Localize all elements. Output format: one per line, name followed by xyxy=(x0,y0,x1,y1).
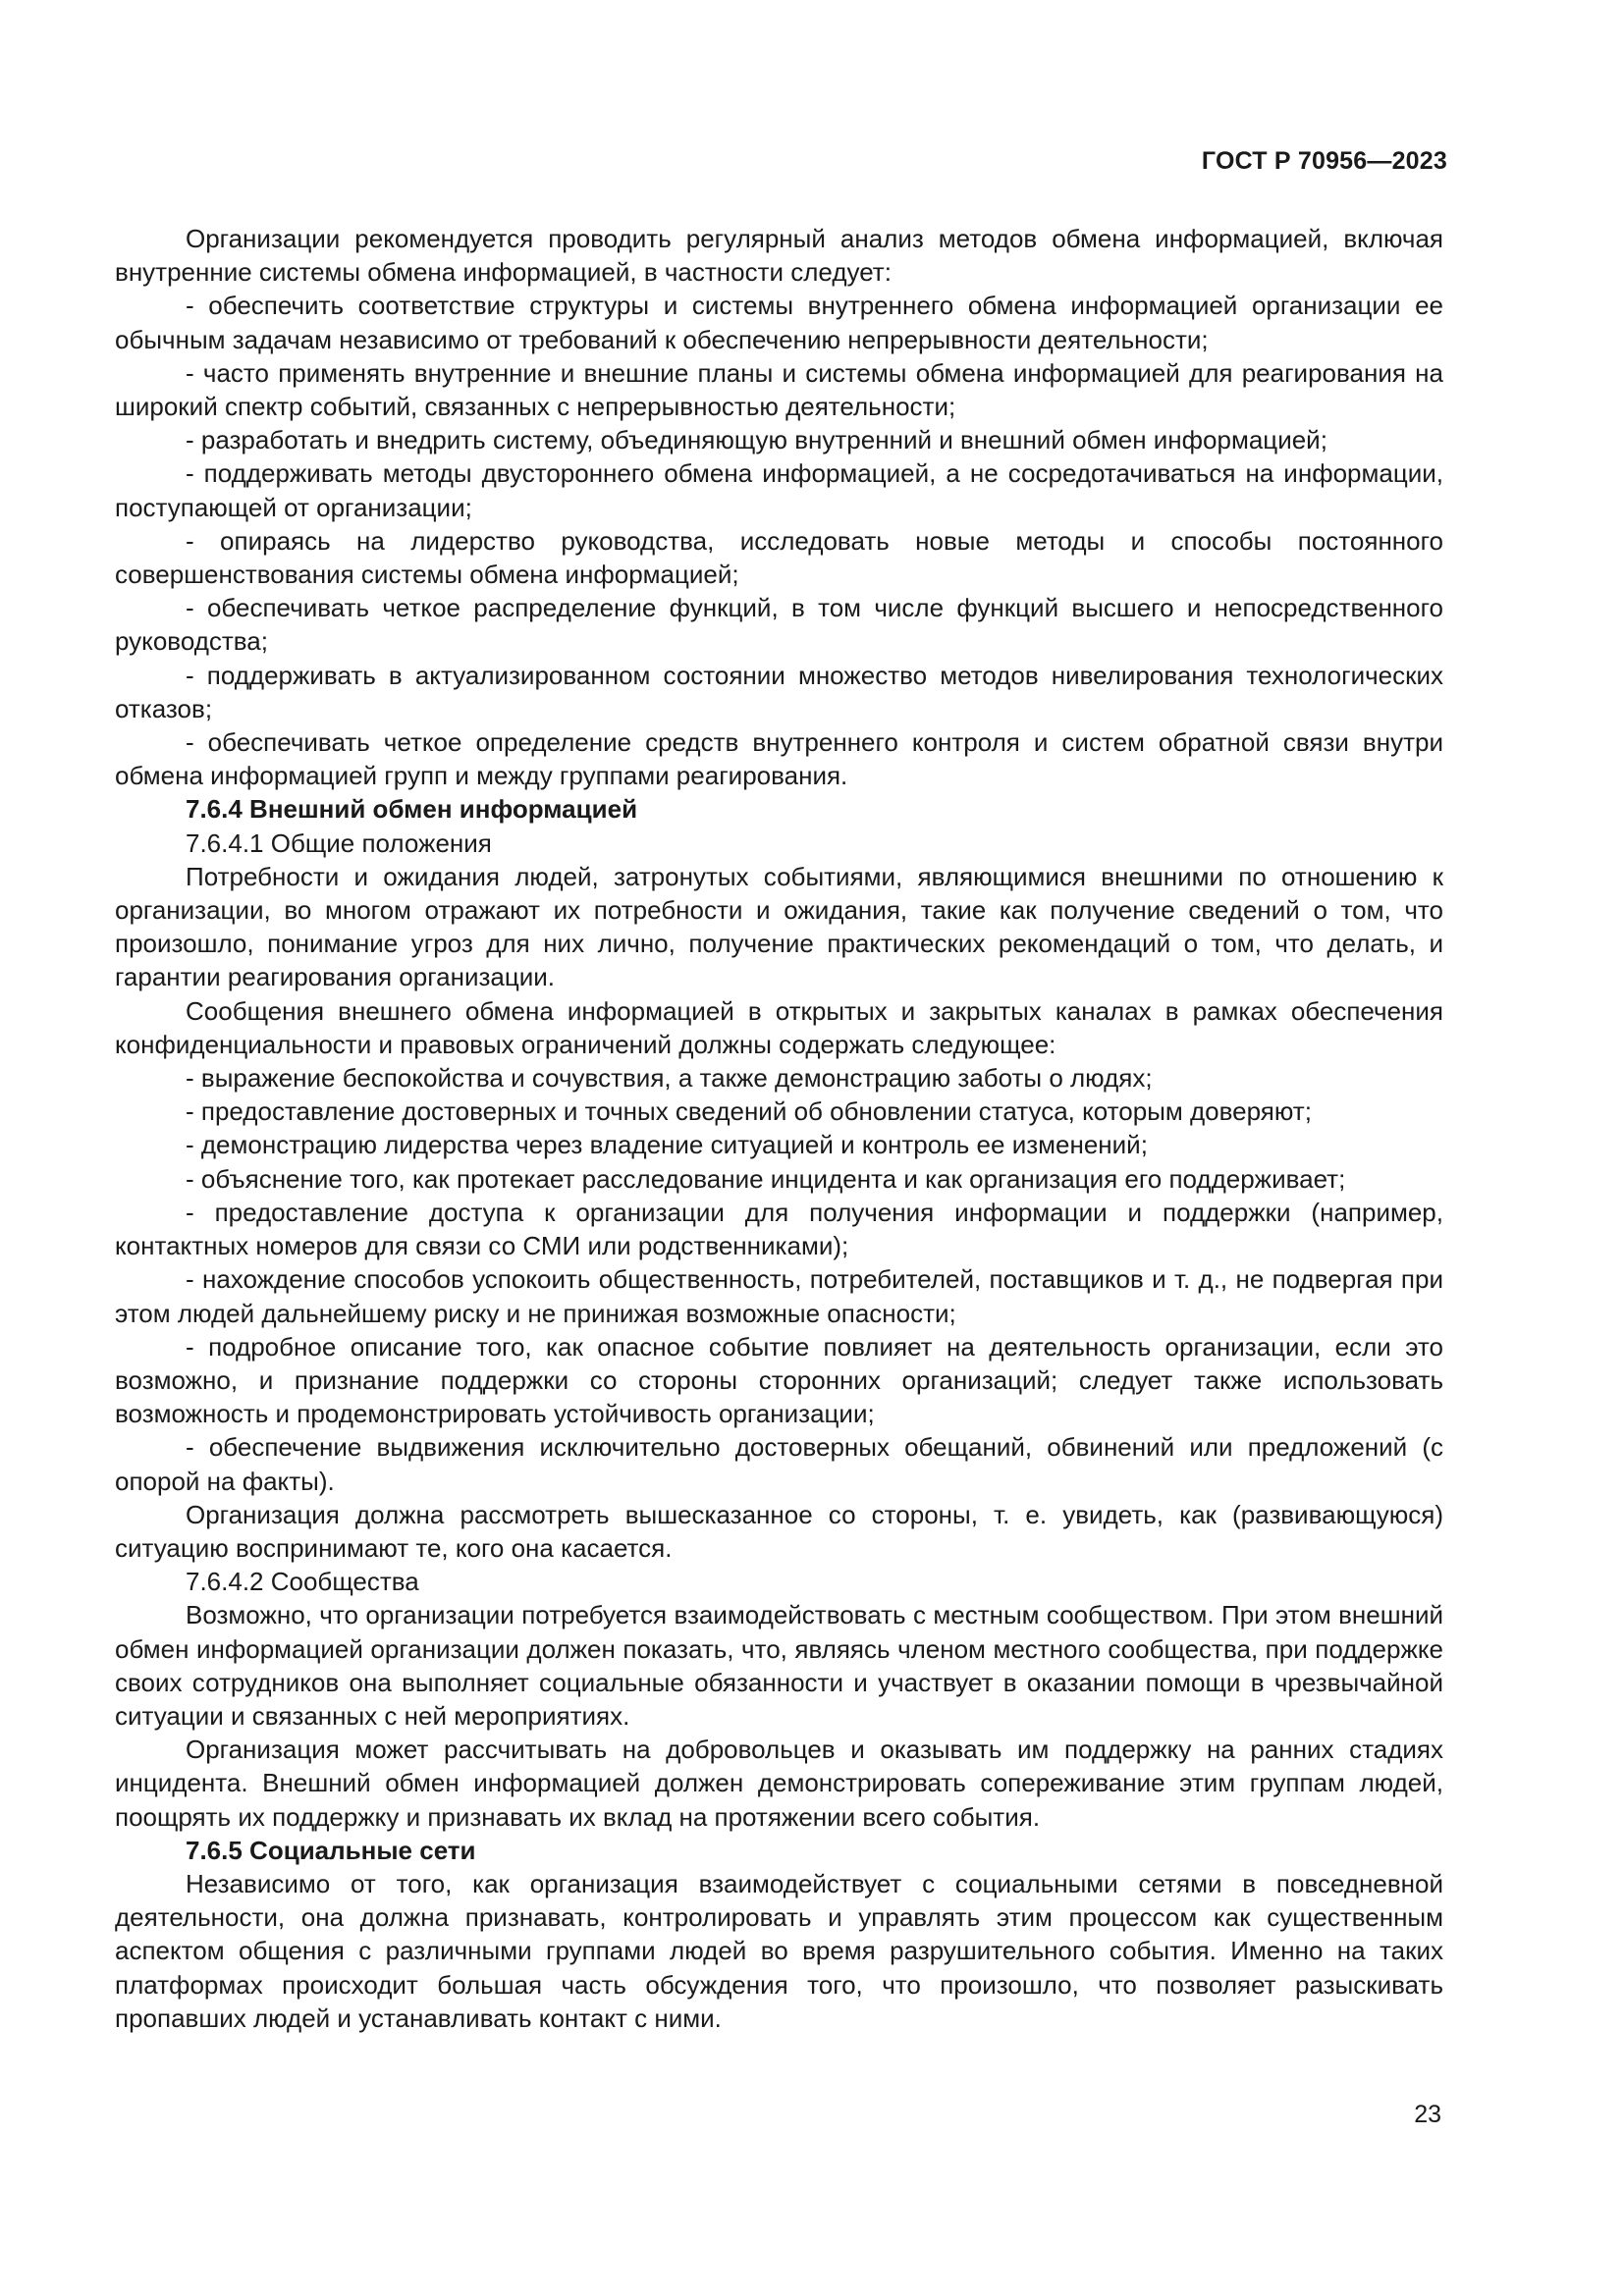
list-item: - часто применять внутренние и внешние планы и системы обмена информацией для реагирования на широкий спектр событий, связанных с непрерывностью деятельности; xyxy=(115,357,1443,422)
list-item: - разработать и внедрить систему, объединяющую внутренний и внешний обмен информацией; xyxy=(186,425,1327,455)
list-item: - подробное описание того, как опасное событие повлияет на деятельность организации, если это возможно, и признание поддержки со стороны сторонних организаций; следует также использовать возможность и продемонстрировать устойчивость организации; xyxy=(115,1331,1443,1429)
paragraph: Потребности и ожидания людей, затронутых событиями, являющимися внешними по отношению к организации, во многом отражают их потребности и ожидания, такие как получение сведений о том, что произошло, понимание угроз для них лично, получение практических рекомендаций о том, что делать, и гарантии реагирования организации. xyxy=(115,861,1443,992)
paragraph: Организация должна рассмотреть вышесказанное со стороны, т. е. увидеть, как (развивающуюся) ситуацию воспринимают те, кого она касается. xyxy=(115,1499,1443,1563)
document-body xyxy=(115,222,1443,2035)
list-item: - демонстрацию лидерства через владение ситуацией и контроль ее изменений; xyxy=(186,1130,1148,1160)
list-item: - обеспечивать четкое распределение функций, в том числе функций высшего и непосредственного руководства; xyxy=(115,593,1443,657)
list-item: - обеспечение выдвижения исключительно достоверных обещаний, обвинений или предложений (с опорой на факты). xyxy=(115,1432,1443,1496)
list-item: - обеспечивать четкое определение средств внутреннего контроля и систем обратной связи внутри обмена информацией групп и между группами реагирования. xyxy=(115,727,1443,791)
list-item: - опираясь на лидерство руководства, исследовать новые методы и способы постоянного совершенствования системы обмена информацией; xyxy=(115,525,1443,590)
paragraph: Организация может рассчитывать на добровольцев и оказывать им поддержку на ранних стадиях инцидента. Внешний обмен информацией должен демонстрировать сопереживание этим группам людей, поощрять их поддержку и признавать их вклад на протяжении всего события. xyxy=(115,1735,1443,1832)
list-item: - предоставление достоверных и точных сведений об обновлении статуса, которым доверяют; xyxy=(186,1096,1312,1127)
list-item: - предоставление доступа к организации для получения информации и поддержки (например, контактных номеров для связи со СМИ или родственниками); xyxy=(115,1197,1443,1261)
list-item: - обеспечить соответствие структуры и системы внутреннего обмена информацией организации ее обычным задачам независимо от требований к обеспечению непрерывности деятельности; xyxy=(115,291,1443,354)
list-item: - поддерживать методы двустороннего обмена информацией, а не сосредотачиваться на информации, поступающей от организации; xyxy=(115,458,1443,522)
subsection-title: 7.6.4.1 Общие положения xyxy=(186,828,492,858)
list-item: - выражение беспокойства и сочувствия, а также демонстрацию заботы о людях; xyxy=(186,1063,1153,1094)
document-id: ГОСТ Р 70956—2023 xyxy=(1201,147,1447,175)
list-item: - нахождение способов успокоить общественность, потребителей, поставщиков и т. д., не подвергая при этом людей дальнейшему риску и не принижая возможные опасности; xyxy=(115,1264,1443,1328)
paragraph: Сообщения внешнего обмена информацией в открытых и закрытых каналах в рамках обеспечения конфиденциальности и правовых ограничений должны содержать следующее: xyxy=(115,995,1443,1059)
list-item: - объяснение того, как протекает расследование инцидента и как организация его поддерживает; xyxy=(186,1163,1346,1194)
page-number: 23 xyxy=(1414,2101,1441,2128)
paragraph: Возможно, что организации потребуется взаимодействовать с местным сообществом. При этом внешний обмен информацией организации должен показать, что, являясь членом местного сообщества, при поддержке своих сотрудников она выполняет социальные обязанности и участвует в оказании помощи в чрезвычайной ситуации и связанных с ней мероприятиях. xyxy=(115,1600,1443,1731)
list-item: - поддерживать в актуализированном состоянии множество методов нивелирования технологических отказов; xyxy=(115,660,1443,723)
paragraph: Независимо от того, как организация взаимодействует с социальными сетями в повседневной деятельности, она должна признавать, контролировать и управлять этим процессом как существенным аспектом общения с различными группами людей во время разрушительного события. Именно на таких платформах происходит большая часть обсуждения того, что произошло, что позволяет разыскивать пропавших людей и устанавливать контакт с ними. xyxy=(115,1868,1443,2033)
subsection-title: 7.6.4.2 Сообщества xyxy=(186,1567,419,1597)
paragraph: Организации рекомендуется проводить регулярный анализ методов обмена информацией, включая внутренние системы обмена информацией, в частности следует: xyxy=(115,224,1443,288)
section-heading: 7.6.4 Внешний обмен информацией xyxy=(186,794,638,825)
section-heading: 7.6.5 Социальные сети xyxy=(186,1835,476,1865)
